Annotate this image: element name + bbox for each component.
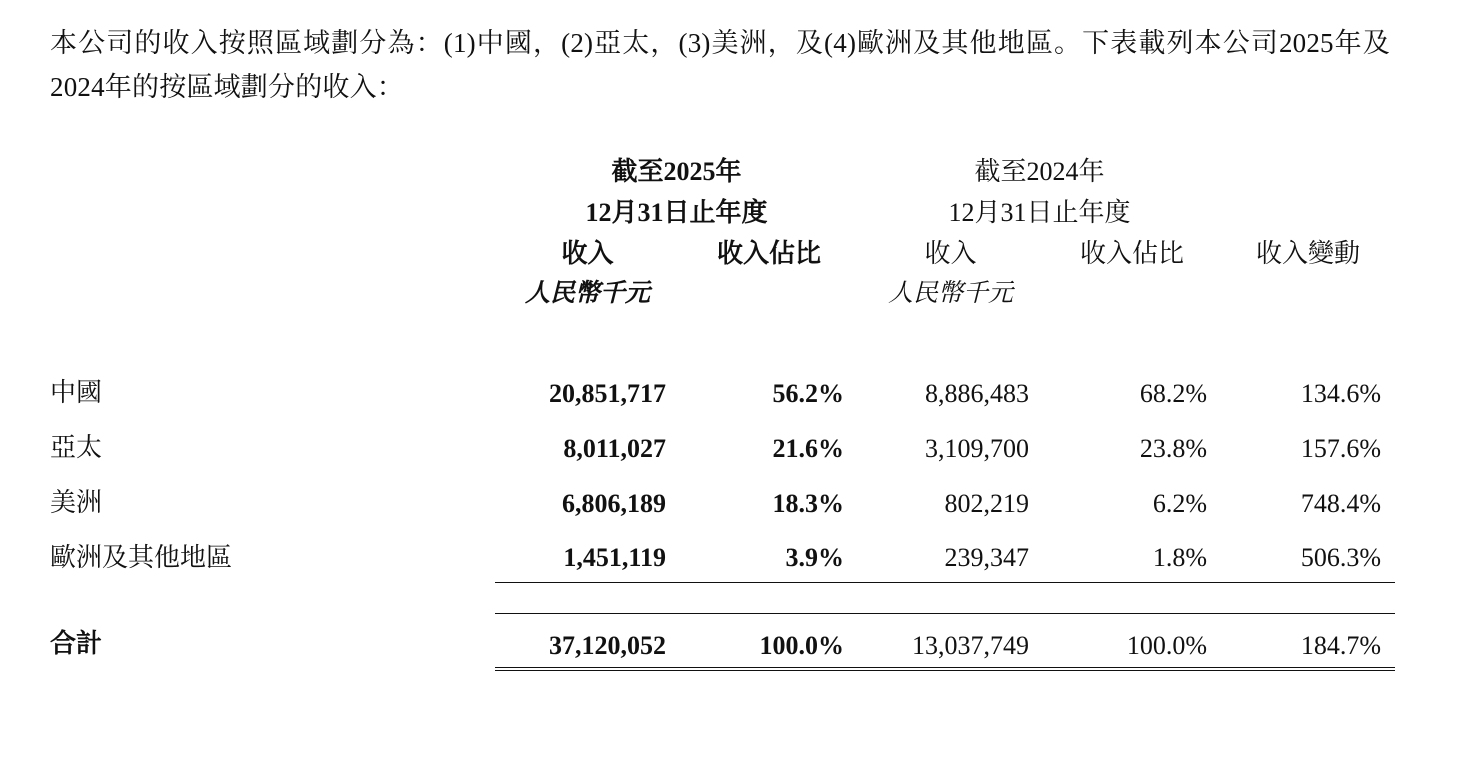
- row-label-china: 中國: [50, 377, 103, 407]
- cell-change: 506.3%: [1221, 528, 1395, 583]
- header-blank-cell-right-2: [1221, 194, 1395, 234]
- intro-paragraph: 本公司的收入按照區域劃分為：(1)中國，(2)亞太，(3)美洲，及(4)歐洲及其他地區。下表載列本公司2025年及2024年的按區域劃分的收入：: [50, 28, 1390, 102]
- table-header-year-line1: [50, 153, 1395, 193]
- cell-change: 134.6%: [1300, 378, 1382, 408]
- table-header-units: [50, 275, 1395, 319]
- cell-share-2024: 1.8%: [1043, 528, 1221, 583]
- header-unit-blank-3: [1221, 275, 1395, 319]
- cell-share-2025: 18.3%: [772, 488, 845, 518]
- cell-revenue-2025: 8,011,027: [563, 433, 666, 463]
- header-unit-2024: 人民幣千元: [888, 280, 1014, 308]
- cell-revenue-2024: 8,886,483: [925, 378, 1030, 408]
- header-year-2025-line2: 12月31日止年度: [585, 197, 768, 227]
- cell-share-2025: 56.2%: [772, 378, 845, 408]
- cell-change: 748.4%: [1300, 488, 1382, 518]
- header-share-2024: 收入佔比: [1080, 239, 1185, 269]
- cell-share-2024: 68.2%: [1139, 378, 1208, 408]
- table-header-year-line2: [50, 194, 1395, 234]
- cell-total-revenue-2025: 37,120,052: [495, 614, 680, 669]
- table-gap-row: [50, 583, 1395, 614]
- row-label-asia-pacific: 亞太: [50, 432, 103, 462]
- cell-total-change: 184.7%: [1221, 614, 1395, 669]
- header-blank-cell: [50, 153, 495, 193]
- header-share-2025: 收入佔比: [717, 239, 822, 269]
- cell-revenue-2024: 802,219: [944, 488, 1030, 518]
- header-year-2024-line1: 截至2024年: [974, 157, 1105, 187]
- table-row: [50, 528, 1395, 583]
- cell-total-share-2025: 100.0%: [680, 614, 858, 669]
- cell-revenue-2025: 1,451,119: [495, 528, 680, 583]
- header-unit-blank-1: [680, 275, 858, 319]
- table-row: [50, 473, 1395, 528]
- header-spacer-row: [50, 319, 1395, 363]
- header-blank-cell-4: [50, 275, 495, 319]
- header-blank-cell-3: [50, 234, 495, 275]
- header-spacer-cell: [50, 319, 1395, 363]
- cell-revenue-2024: 239,347: [858, 528, 1043, 583]
- revenue-by-region-table: [50, 153, 1395, 670]
- cell-revenue-2025: 20,851,717: [549, 378, 666, 408]
- header-blank-cell-right: [1221, 153, 1395, 193]
- header-revenue-2025: 收入: [561, 239, 614, 269]
- cell-share-2024: 23.8%: [1139, 433, 1208, 463]
- cell-share-2024: 6.2%: [1152, 488, 1208, 518]
- header-blank-cell-2: [50, 194, 495, 234]
- cell-total-share-2024: 100.0%: [1043, 614, 1221, 669]
- header-year-2024-line2: 12月31日止年度: [948, 197, 1131, 227]
- header-revenue-2024: 收入: [924, 239, 977, 269]
- table-gap-cell: [50, 583, 1395, 614]
- header-year-2025-line1: 截至2025年: [611, 157, 742, 187]
- cell-total-revenue-2024: 13,037,749: [858, 614, 1043, 669]
- cell-share-2025: 3.9%: [680, 528, 858, 583]
- row-label-americas: 美洲: [50, 487, 103, 517]
- row-label-total: 合計: [50, 628, 103, 658]
- table-row: [50, 363, 1395, 418]
- cell-change: 157.6%: [1300, 433, 1382, 463]
- header-revenue-change: 收入變動: [1256, 239, 1361, 269]
- header-unit-blank-2: [1043, 275, 1221, 319]
- table-header-subcolumns: [50, 234, 1395, 275]
- table-total-row: [50, 614, 1395, 669]
- cell-revenue-2025: 6,806,189: [562, 488, 666, 518]
- cell-revenue-2024: 3,109,700: [925, 433, 1030, 463]
- table-row: [50, 418, 1395, 473]
- row-label-europe-other: 歐洲及其他地區: [50, 542, 233, 572]
- cell-share-2025: 21.6%: [772, 433, 845, 463]
- header-unit-2025: 人民幣千元: [524, 280, 650, 308]
